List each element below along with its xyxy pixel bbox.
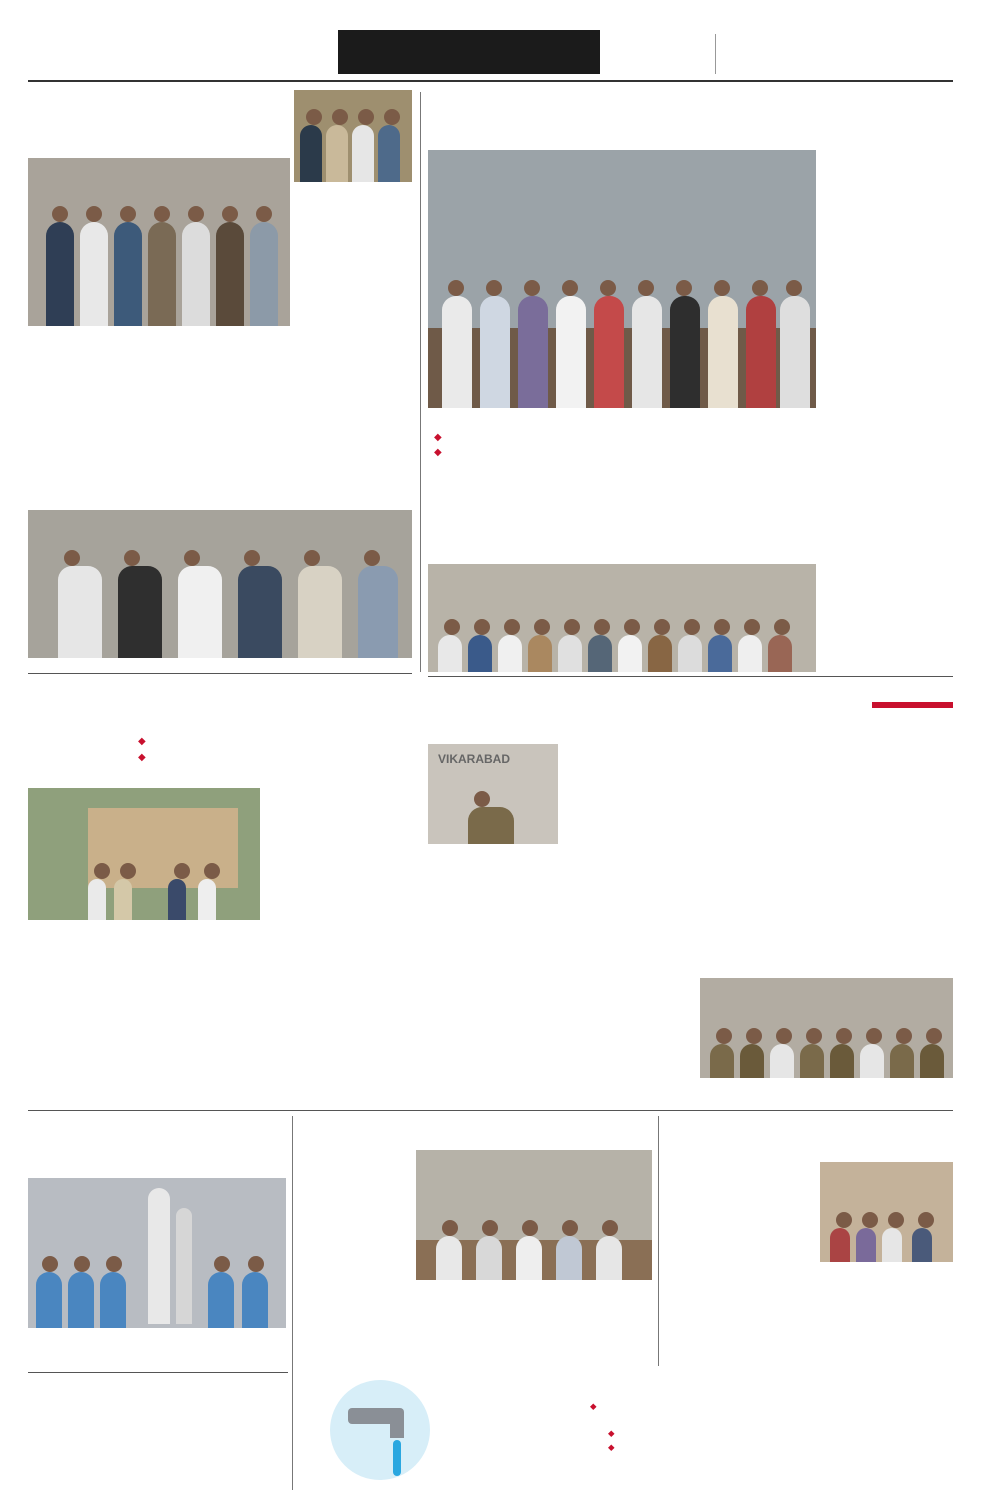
article-body (416, 1296, 652, 1366)
article-vegetable-farming (664, 1116, 953, 1368)
article-bullet (138, 750, 408, 765)
spokesperson-tag (872, 702, 953, 708)
article-body (28, 946, 140, 1106)
article-bullet (608, 1442, 768, 1455)
photo-kodangal-arrest (294, 90, 412, 182)
article-education-rules (28, 682, 412, 800)
photo-space-tour-students (28, 1178, 286, 1328)
article-bullet (608, 1428, 768, 1441)
faucet-icon (330, 1380, 430, 1480)
photo-trainee-collector-felicitation (428, 150, 816, 408)
article-democracy (28, 90, 412, 500)
article-bullet (138, 734, 408, 749)
article-body (300, 1166, 410, 1366)
article-bullet (434, 446, 618, 460)
section-rule (428, 676, 953, 677)
article-body (158, 1368, 286, 1490)
photo-district-police-meeting (700, 978, 953, 1078)
section-rule (28, 1372, 288, 1373)
masthead (0, 0, 981, 82)
article-body (28, 342, 156, 498)
article-body (294, 212, 412, 498)
article-body (674, 1162, 814, 1366)
photo-pargi-arrest (28, 158, 290, 326)
article-body (146, 946, 258, 1106)
article-body (820, 1292, 953, 1366)
article-body (590, 1458, 782, 1490)
column-rule (292, 1116, 293, 1490)
article-body (564, 744, 694, 1108)
article-body (788, 1400, 953, 1490)
column-rule (420, 92, 421, 672)
masthead-rule (28, 80, 953, 82)
masthead-divider (715, 34, 716, 74)
photo-exam-center (28, 788, 260, 920)
article-body (428, 864, 558, 1108)
article-service (428, 90, 953, 680)
edition-title (338, 30, 600, 74)
photo-employment-committee (416, 1150, 652, 1280)
article-body (624, 422, 816, 560)
article-body (266, 790, 412, 1106)
article-body (826, 744, 953, 972)
article-betting (428, 690, 953, 1108)
article-students (28, 1116, 286, 1366)
photo-jayanti-committee-meeting (428, 564, 816, 672)
article-unemployed-training (300, 1116, 652, 1368)
column-rule (658, 1116, 659, 1366)
article-bullet (590, 1402, 780, 1413)
photo-sp-speaking: VIKARABAD (428, 744, 558, 844)
article-body (470, 1424, 558, 1490)
article-body (28, 1368, 152, 1490)
article-body (822, 150, 953, 270)
section-rule (28, 1110, 953, 1111)
article-water-fine (300, 1374, 466, 1490)
section-rule (28, 673, 412, 674)
photo-farmers-meeting (820, 1162, 953, 1262)
article-body (162, 342, 290, 498)
article-bullet (434, 430, 618, 445)
photo-tandur-arrest (28, 510, 412, 658)
article-body (428, 498, 524, 560)
article-body (822, 272, 953, 672)
